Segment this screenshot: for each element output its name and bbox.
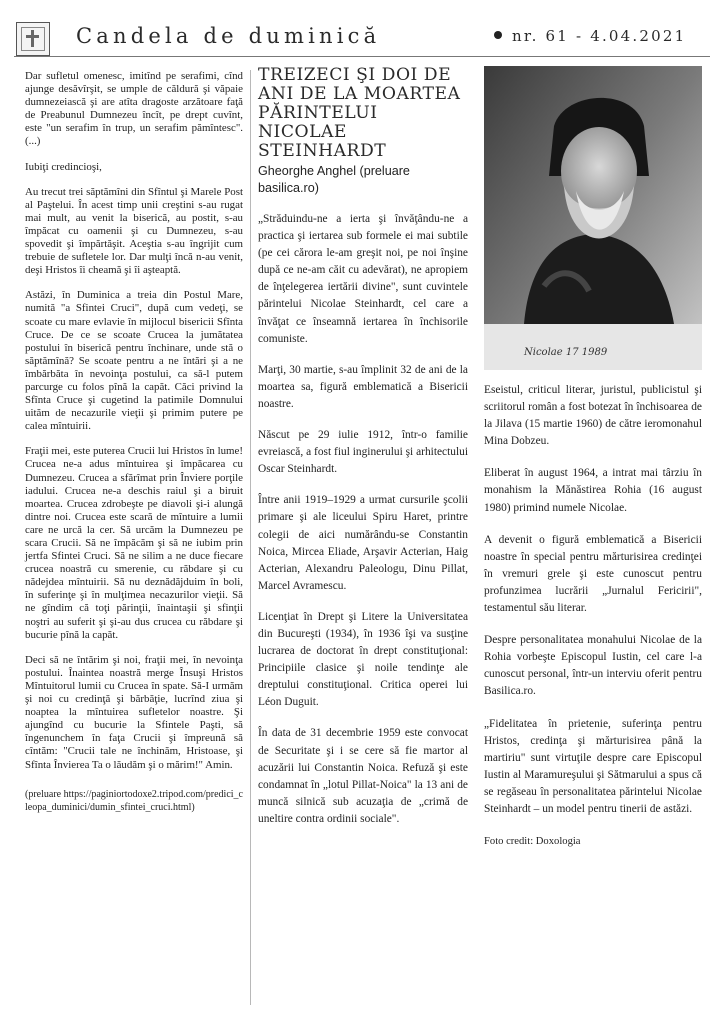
issue-number	[494, 27, 686, 45]
article-paragraph: „Străduindu-ne a ierta şi învăţându-ne a practica şi iertarea sub formele ei mai subtile (pe cei cărora le-am greşit noi, pe noi înşine după ce ne-am căit cu adevărat), ne apropiem de înţelegerea iertării divine", sunt cuvintele părintelui Nicolae Steinhardt, cel care a învăţat ce înseamnă iertarea în închisorile comuniste.	[258, 213, 468, 345]
article-body	[258, 211, 468, 828]
continuation-paragraph: Eliberat în august 1964, a intrat mai târziu în monahism la Mănăstirea Rohia (16 august 1980) primind numele Nicolae.	[484, 467, 702, 514]
article-byline: Gheorghe Anghel (preluare basilica.ro)	[258, 164, 410, 195]
continuation-paragraph: A devenit o figură emblematică a Bisericii noastre în special pentru mărturisirea credinţei în vremuri grele şi este cunoscut pentru profunzimea lucrării „Jurnalul Fericirii", testamentul său literar.	[484, 533, 702, 615]
portrait-photo	[484, 66, 702, 370]
article-paragraph: Licenţiat în Drept şi Litere la Universitatea din Bucureşti (1934), în 1936 îşi va susţine lucrarea de doctorat în drept constituţional: Principiile clasice şi noile tendinţe ale dreptului constituţional. Critica operei lui Léon Duguit.	[258, 610, 468, 709]
sermon-paragraph: Dar sufletul omenesc, imitînd pe serafimi, cînd ajunge desăvîrşit, se umple de căldură şi văpaie dumnezeiască şi are atîta dragoste arzătoare faţă de Preabunul Dumnezeu încît, pe drept cuvînt, este "un serafim în trup, un serafim pămîntesc". (...)	[25, 70, 243, 148]
continuation-paragraph: „Fidelitatea în prietenie, suferinţa pentru Hristos, credinţa şi mărturisirea până la martiriu" sunt virtuţile despre care Episcopul Iustin al Maramureşului şi Sătmarului a spus că se regăseau în personalitatea părintelui Nicolae Steinhardt – un model pentru tinerii de astăzi.	[484, 717, 702, 815]
header-rule	[14, 56, 710, 57]
issue-label: nr. 61 - 4.04.2021	[512, 27, 687, 45]
sermon-paragraph: Deci să ne întărim şi noi, fraţii mei, în nevoinţa postului. Înaintea noastră merge Însuşi Hristos Mîntuitorul lumii cu Crucea în spate. Să-I urmăm şi noi cu credinţă şi bărbăţie, lucrînd ziua şi noaptea la mîntuirea sufletelor noastre. Şi ajungînd cu bucurie la Sfintele Paşti, să îngenunchem în faţa Crucii şi împreună să cîntăm: "Crucii tale ne închinăm, Hristoase, şi Sfînta Învierea Ta o lăudăm şi o mărim!" Amin.	[25, 653, 243, 771]
continuation-paragraph: Eseistul, criticul literar, juristul, publicistul şi scriitorul român a fost botezat în închisoarea de la Jilava (15 martie 1960) de către ieromonahul Mina Dobzeu.	[484, 384, 702, 448]
continuation-body	[484, 382, 702, 850]
page-header	[14, 14, 710, 60]
masthead-title: Candela de duminică	[76, 24, 381, 48]
sermon-paragraph: Au trecut trei săptămîni din Sfîntul şi Marele Post al Paştelui. În acest timp unii creştini s-au rugat mai mult, au venit la biserică, au postit, s-au împăcat cu oamenii şi cu Dumnezeu, s-au spovedit şi împărtăşit. Aceştia s-au îngrijit cum trebuie de sufletele lor. Dar mulţi încă n-au venit, deşi Hristos îi cheamă şi îi aşteaptă.	[25, 185, 243, 277]
sermon-paragraph: Fraţii mei, este puterea Crucii lui Hristos în lume! Crucea ne-a adus mîntuirea şi împăcarea cu Dumnezeu. Crucea a sfărîmat prin Înviere porţile iadului. Crucea ne-a deschis raiul şi a biruit moartea. Crucea zdrobeşte pe diavoli şi-i alungă dintre noi. Crucea este scară de mîntuire a lumii care ne urcă la cer. Să urcăm la Dumnezeu pe scara Crucii. Să ne împăcăm şi să ne iubim prin jertfa Sfintei Cruci. Să ne silim a ne duce fiecare crucea noastră cu smerenie, cu răbdare şi cu nădejdea mîntuirii. Să nu deznădăjduim în boli, în suferinţe şi în mulţimea necazurilor vieţii. Să ne gîndim că toţi părinţii, înaintaşii şi sfinţii noştri au suferit şi şi-au dus crucea cu răbdare şi bucurie pînă la capăt.	[25, 445, 243, 641]
article-paragraph: Între anii 1919–1929 a urmat cursurile şcolii primare şi ale liceului Spiru Haret, printre colegii de aici numărându-se Constantin Noica, Mircea Eliade, Arşavir Acterian, Haig Acterian, Alexandru Paleologu, Dinu Pillat, Marcel Avramescu.	[258, 494, 468, 592]
article-paragraph: În data de 31 decembrie 1959 este convocat de Securitate şi i se cere să fie martor al acuzării lui Constantin Noica. Refuză şi este condamnat în „lotul Pillat-Noica" la 13 ani de muncă silnică sub acuzaţia de „crimă de uneltire contra ordinii sociale".	[258, 727, 468, 825]
bullet-icon	[494, 31, 502, 39]
sermon-paragraph: Astăzi, în Duminica a treia din Postul Mare, numită "a Sfintei Cruci", după cum vedeţi, se scoate cu mare evlavie în mijlocul bisericii Sfînta Cruce. De ce se scoate Crucea la jumătatea postului în biserică pentru închinare, unde stă o săptămînă? Se scoate pentru a ne întări şi a ne îmbărbăta în nevoinţa postului, ca să-l putem parcurge cu folos pînă la capăt. Căci privind la Sfînta Cruce şi cugetind la patimile Domnului uităm de necazurile vieţii şi primim putere pe calea mîntuirii.	[25, 289, 243, 433]
photo-signature: Nicolae 17 1989	[524, 347, 608, 358]
article-column	[258, 66, 468, 842]
article-continuation-column	[484, 66, 702, 865]
church-logo-icon	[16, 22, 50, 56]
article-headline: TREIZECI ŞI DOI DE ANI DE LA MOARTEA PĂRINTELUI NICOLAE STEINHARDT	[258, 65, 461, 161]
sermon-column	[25, 70, 243, 826]
continuation-paragraph: Despre personalitatea monahului Nicolae de la Rohia vorbeşte Episcopul Iustin, cel care l-a cunoscut personal, într-un interviu oferit pentru Basilica.ro.	[484, 634, 702, 698]
article-paragraph: Marţi, 30 martie, s-au împlinit 32 de ani de la moartea sa, figură emblematică a Bisericii noastre.	[258, 363, 468, 410]
photo-credit: Foto credit: Doxologia	[484, 836, 581, 848]
column-divider	[250, 70, 251, 1005]
sermon-paragraph: Iubiţi credincioşi,	[25, 160, 102, 173]
sermon-source: (preluare https://paginiortodoxe2.tripod.com/predici_cleopa_duminici/dumin_sfintei_cruci.html)	[25, 788, 243, 813]
portrait-image	[484, 66, 702, 370]
article-paragraph: Născut pe 29 iulie 1912, într-o familie evreiască, a fost fiul inginerului şi arhitectului Oscar Steinhardt.	[258, 429, 468, 476]
